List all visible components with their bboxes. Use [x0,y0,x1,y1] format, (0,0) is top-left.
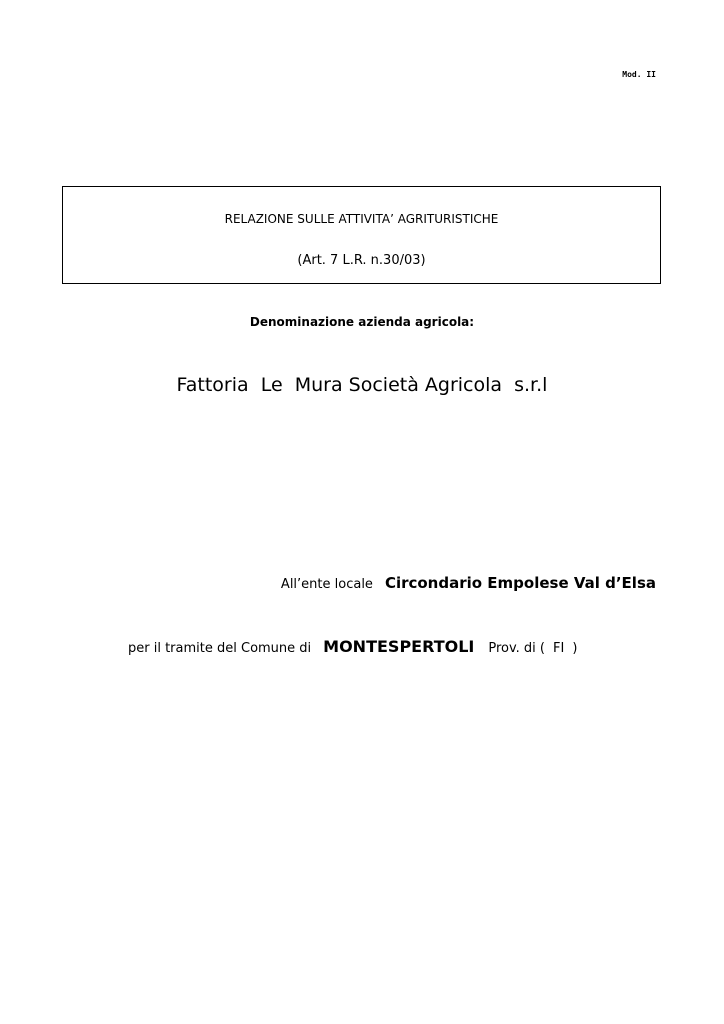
form-model-label: Mod. II [622,70,656,79]
municipality-label: per il tramite del Comune di [128,641,312,656]
company-name-label: Denominazione azienda agricola: [249,315,475,329]
province-label: Prov. di ( [488,641,545,656]
province-value: FI [553,641,565,656]
company-name: Fattoria Le Mura Società Agricola s.r.l [176,374,548,396]
local-authority-label: All’ente locale [280,577,373,592]
local-authority-value: Circondario Empolese Val d’Elsa [384,574,656,592]
province-close-paren: ) [572,641,578,656]
municipality-value: MONTESPERTOLI [323,637,475,656]
title-box [62,186,661,284]
legal-reference: (Art. 7 L.R. n.30/03) [297,253,426,268]
document-title: RELAZIONE SULLE ATTIVITA’ AGRITURISTICHE [224,212,499,226]
municipality-line [128,637,577,656]
local-authority-line [281,574,656,592]
